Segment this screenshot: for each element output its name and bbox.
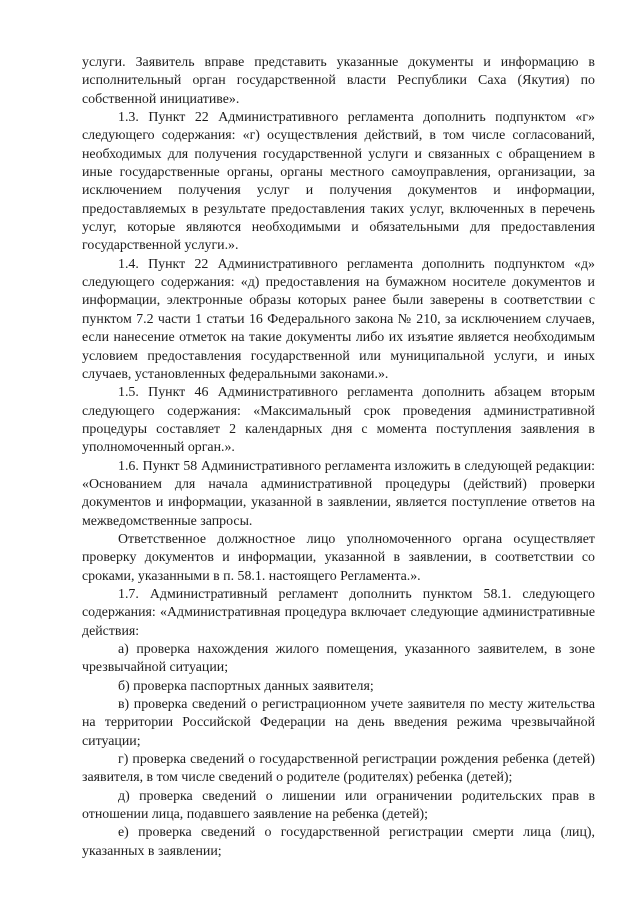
paragraph-continuation: услуги. Заявитель вправе представить указанные документы и информацию в исполнительный орган государственной власти Республики Саха (Якутия) по собственной инициативе».: [82, 55, 595, 107]
paragraph-responsible-official: Ответственное должностное лицо уполномоченного органа осуществляет проверку документов и информации, указанной в заявлении, в соответствии со сроками, указанными в п. 58.1. настоящего Регламента.».: [82, 531, 595, 584]
paragraph-item-1-4: 1.4. Пункт 22 Административного регламента дополнить подпунктом «д» следующего содержания: «д) предоставления на бумажном носителе документов и информации, электронные образы которых ранее были заверены в соответствии с пунктом 7.2 части 1 статьи 16 Федерального закона № 210, за исключением случаев, если нанесение отметок на такие документы либо их изъятие является необходимым условием предоставления государственной или муниципальной услуги, и иных случаев, установленных федеральными законами.».: [82, 256, 595, 382]
list-item-d: д) проверка сведений о лишении или ограничении родительских прав в отношении лица, подавшего заявление на ребенка (детей);: [82, 788, 595, 823]
list-item-a: а) проверка нахождения жилого помещения, указанного заявителем, в зоне чрезвычайной ситуации;: [82, 642, 595, 676]
list-item-v: в) проверка сведений о регистрационном учете заявителя по месту жительства на территории Российской Федерации на день введения режима чрезвычайной ситуации;: [82, 697, 595, 749]
paragraph-item-1-3: 1.3. Пункт 22 Административного регламента дополнить подпунктом «г» следующего содержания: «г) осуществления действий, в том числе согласований, необходимых для получения государственной услуги и связанных с обращением в иные государственные органы, органы местного самоуправления, организации, за исключением получения услуг и получения документов и информации, предоставляемых в результате предоставления таких услуг, включенных в перечень услуг, которые являются необходимыми и обязательными для предоставления государственной услуги.».: [82, 110, 595, 254]
list-item-b: б) проверка паспортных данных заявителя;: [118, 678, 374, 694]
paragraph-item-1-5: 1.5. Пункт 46 Административного регламента дополнить абзацем вторым следующего содержания: «Максимальный срок проведения административной процедуры составляет 2 календарных дня с момента поступления заявления в уполномоченный орган.».: [82, 385, 595, 456]
paragraph-item-1-7: 1.7. Административный регламент дополнить пунктом 58.1. следующего содержания: «Административная процедура включает следующие административные действия:: [82, 586, 595, 639]
list-item-e: е) проверка сведений о государственной регистрации смерти лица (лиц), указанных в заявлении;: [82, 825, 595, 859]
document-body: [82, 54, 595, 861]
list-item-g: г) проверка сведений о государственной регистрации рождения ребенка (детей) заявителя, в том числе сведений о родителе (родителях) ребенка (детей);: [82, 752, 595, 786]
paragraph-item-1-6: 1.6. Пункт 58 Административного регламента изложить в следующей редакции: «Основанием для начала административной процедуры (действий) проверки документов и информации, указанной в заявлении, является поступление ответов на межведомственные запросы.: [82, 458, 595, 529]
